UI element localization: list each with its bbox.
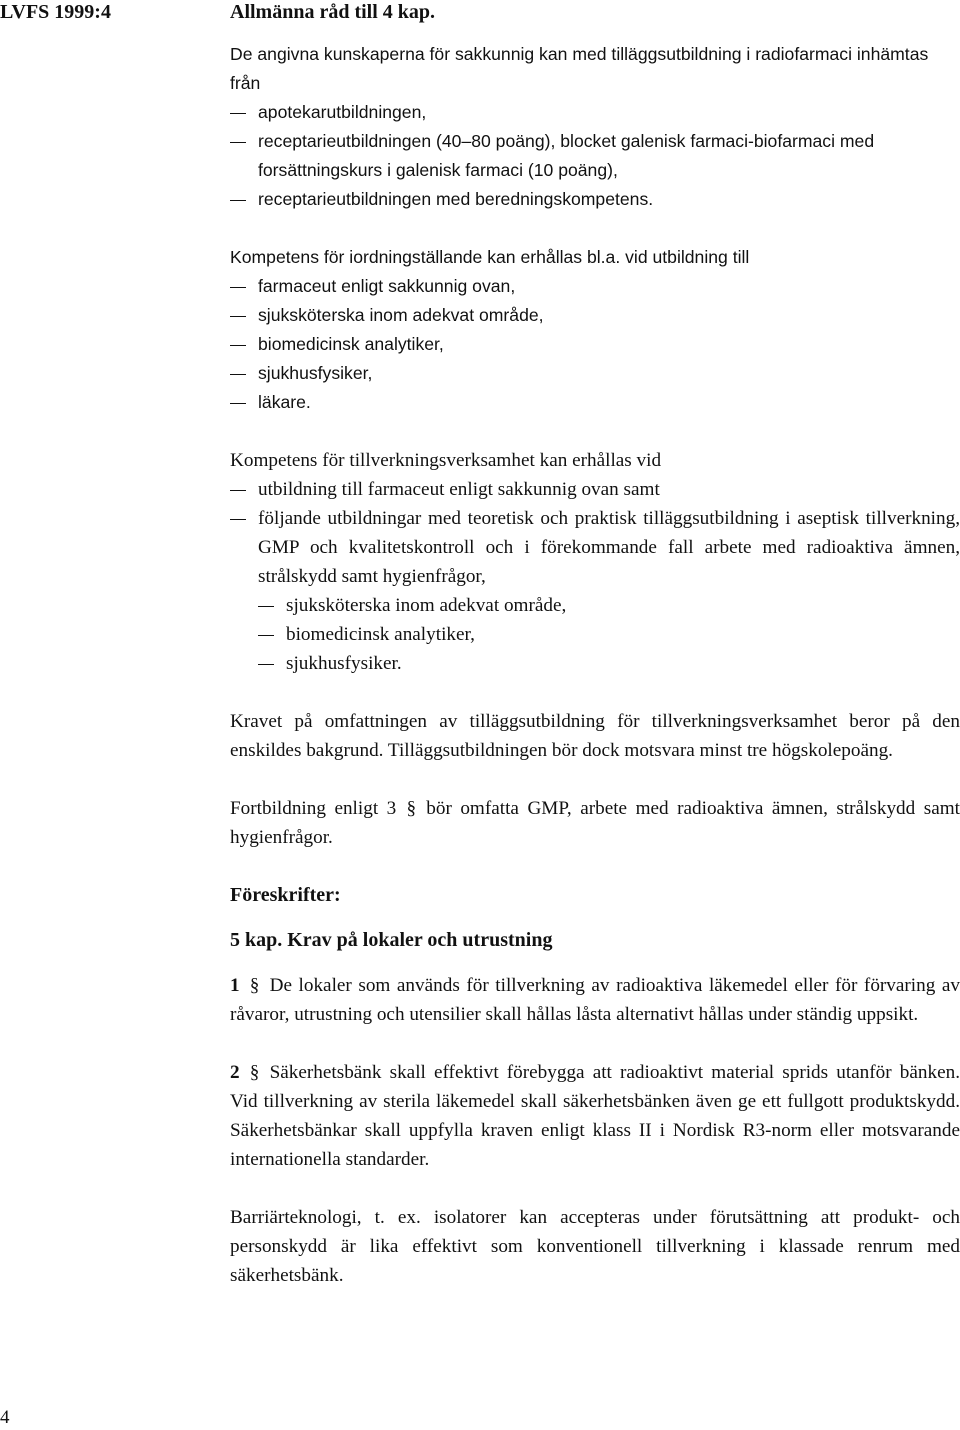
paragraph-kravet: Kravet på omfattningen av tilläggsutbildning för tillverkningsverksamhet beror på den enskildes bakgrund. Tilläggsutbildningen bör dock motsvara minst tre högskolepoäng. (230, 711, 960, 761)
block3-list (230, 475, 960, 591)
block2-list (230, 272, 960, 417)
list-item: följande utbildningar med teoretisk och praktisk tilläggsutbildning i aseptisk tillverkning, GMP och kvalitetskontroll och i förekommande fall arbete med radioaktiva ämnen, strålskydd samt hygienfrågor, (230, 504, 960, 591)
section-number: 2 (230, 1062, 240, 1083)
block-iordningstallande (230, 243, 960, 417)
sub-list-item: sjuksköterska inom adekvat område, (230, 591, 960, 620)
block1-list (230, 98, 960, 214)
section-sign: § (249, 975, 260, 996)
chapter-heading: 5 kap. Krav på lokaler och utrustning (230, 929, 553, 951)
list-item: receptarieutbildningen (40–80 poäng), blocket galenisk farmaci-biofarmaci med forsättningskurs i galenisk farmaci (10 poäng), (230, 127, 960, 185)
section-2-text: Säkerhetsbänk skall effektivt förebygga att radioaktivt material sprids utanför bänken. Vid tillverkning av sterila läkemedel skall säkerhetsbänken även ge ett fullgott produktskydd. Säkerhetsbänkar skall uppfylla kraven enligt klass II i Nordisk R3-norm eller motsvarande internationella standarder. (230, 1062, 960, 1170)
list-item: apotekarutbildningen, (230, 98, 960, 127)
sub-list-item: sjukhusfysiker. (230, 649, 960, 678)
list-item: biomedicinsk analytiker, (230, 330, 960, 359)
sub-list-item: biomedicinsk analytiker, (230, 620, 960, 649)
list-item: receptarieutbildningen med beredningskompetens. (230, 185, 960, 214)
section-number: 1 (230, 975, 240, 996)
section-sign: § (406, 798, 417, 819)
fortbildning-text-before: Fortbildning enligt 3 (230, 798, 397, 819)
page-content (230, 40, 960, 1290)
section-sign: § (249, 1062, 260, 1083)
foreskrifter-heading: Föreskrifter: (230, 884, 341, 906)
paragraph-fortbildning (230, 794, 960, 852)
block1-intro: De angivna kunskaperna för sakkunnig kan med tilläggsutbildning i radiofarmaci inhämtas från (230, 44, 929, 93)
list-item: utbildning till farmaceut enligt sakkunnig ovan samt (230, 475, 960, 504)
block2-intro: Kompetens för iordningställande kan erhållas bl.a. vid utbildning till (230, 247, 750, 267)
list-item: farmaceut enligt sakkunnig ovan, (230, 272, 960, 301)
block3-sublist (230, 591, 960, 678)
block-radiofarmaci (230, 40, 960, 214)
section-2 (230, 1058, 960, 1174)
page-header-title: Allmänna råd till 4 kap. (230, 1, 436, 23)
section-1 (230, 971, 960, 1029)
block3-intro: Kompetens för tillverkningsverksamhet kan erhållas vid (230, 450, 662, 471)
paragraph-barriarteknologi: Barriärteknologi, t. ex. isolatorer kan accepteras under förutsättning att produkt- och personskydd är lika effektivt som konventionell tillverkning i klassade renrum med säkerhetsbänk. (230, 1207, 960, 1286)
list-item: sjuksköterska inom adekvat område, (230, 301, 960, 330)
document-code: LVFS 1999:4 (0, 1, 111, 23)
fortbildning-text-after: bör omfatta GMP, arbete med radioaktiva ämnen, strålskydd samt hygienfrågor. (230, 798, 960, 848)
list-item: sjukhusfysiker, (230, 359, 960, 388)
section-1-text: De lokaler som används för tillverkning av radioaktiva läkemedel eller för förvaring av råvaror, utrustning och utensilier skall hållas låsta alternativt hållas under ständig uppsikt. (230, 975, 960, 1025)
block-tillverkning (230, 446, 960, 678)
page-number: 4 (0, 1407, 10, 1428)
list-item: läkare. (230, 388, 960, 417)
